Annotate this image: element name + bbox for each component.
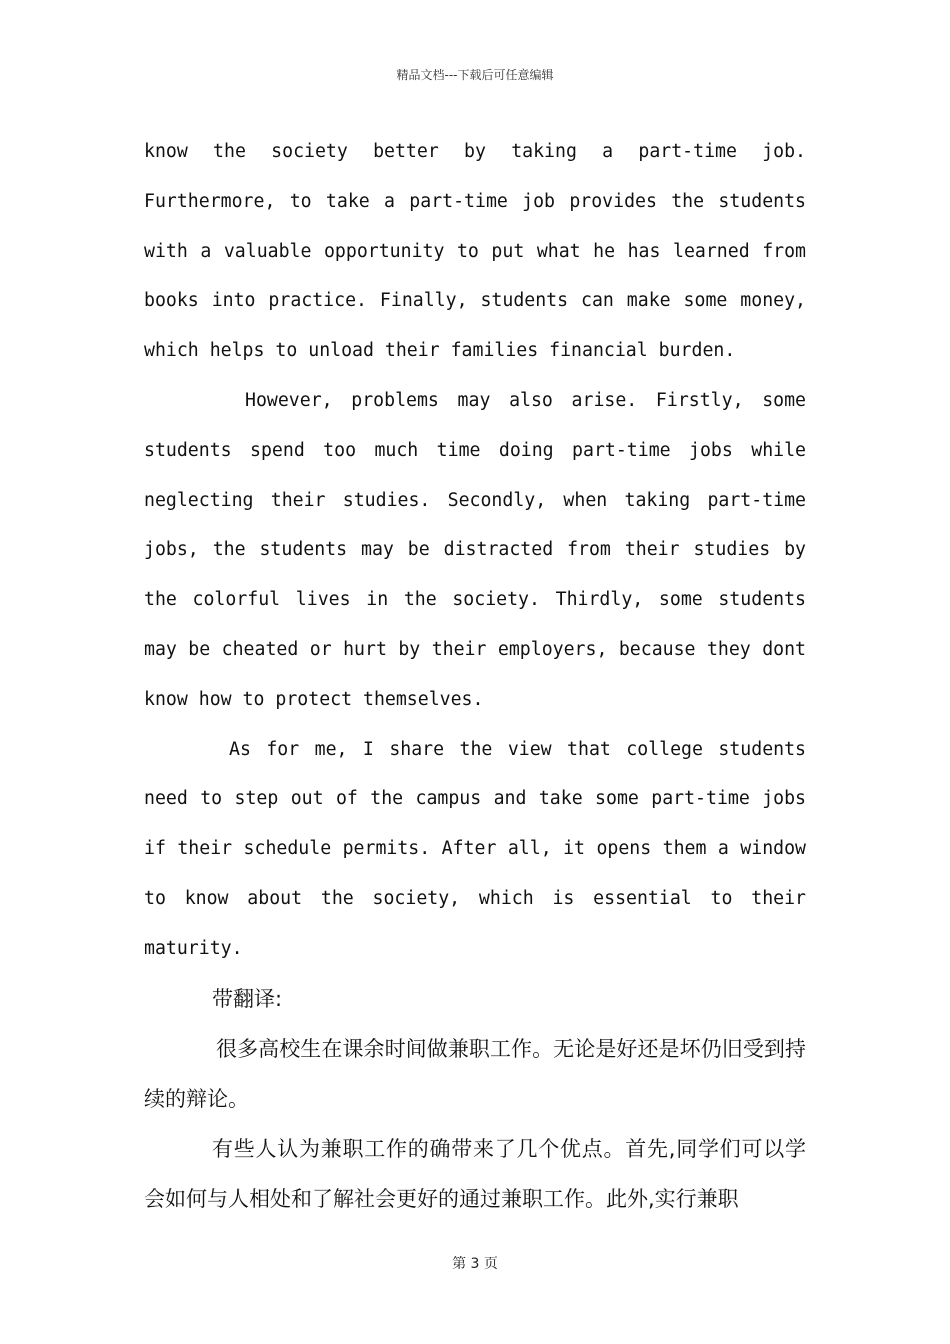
page-number: 第 3 页 bbox=[452, 1256, 498, 1272]
paragraph-opinion: As for me, I share the view that college students need to step out of the campus and take some part-time jobs if their schedule permits. After all, it opens them a window to know about the society, which is essential to their maturity. bbox=[144, 738, 806, 959]
document-body bbox=[144, 127, 806, 1224]
paragraph-problems: However, problems may also arise. Firstly, some students spend too much time doing part-time jobs while neglecting their studies. Secondly, when taking part-time jobs, the students may be distracted from their studies by the colorful lives in the society. Thirdly, some students may be cheated or hurt by their employers, because they dont know how to protect themselves. bbox=[144, 389, 806, 710]
translation-label: 带翻译: bbox=[212, 986, 283, 1011]
translation-paragraph-2: 有些人认为兼职工作的确带来了几个优点。首先,同学们可以学会如何与人相处和了解社会更好的通过兼职工作。此外,实行兼职 bbox=[144, 1136, 806, 1211]
translation-paragraph-1: 很多高校生在课余时间做兼职工作。无论是好还是坏仍旧受到持续的辩论。 bbox=[144, 1036, 806, 1111]
paragraph-advantages-continued: know the society better by taking a part-time job. Furthermore, to take a part-time job provides the students with a valuable opportunity to put what he has learned from books into practice. Finally, students can make some money, which helps to unload their families financial burden. bbox=[144, 141, 806, 362]
page-header: 精品文档---下载后可任意编辑 bbox=[396, 68, 554, 82]
